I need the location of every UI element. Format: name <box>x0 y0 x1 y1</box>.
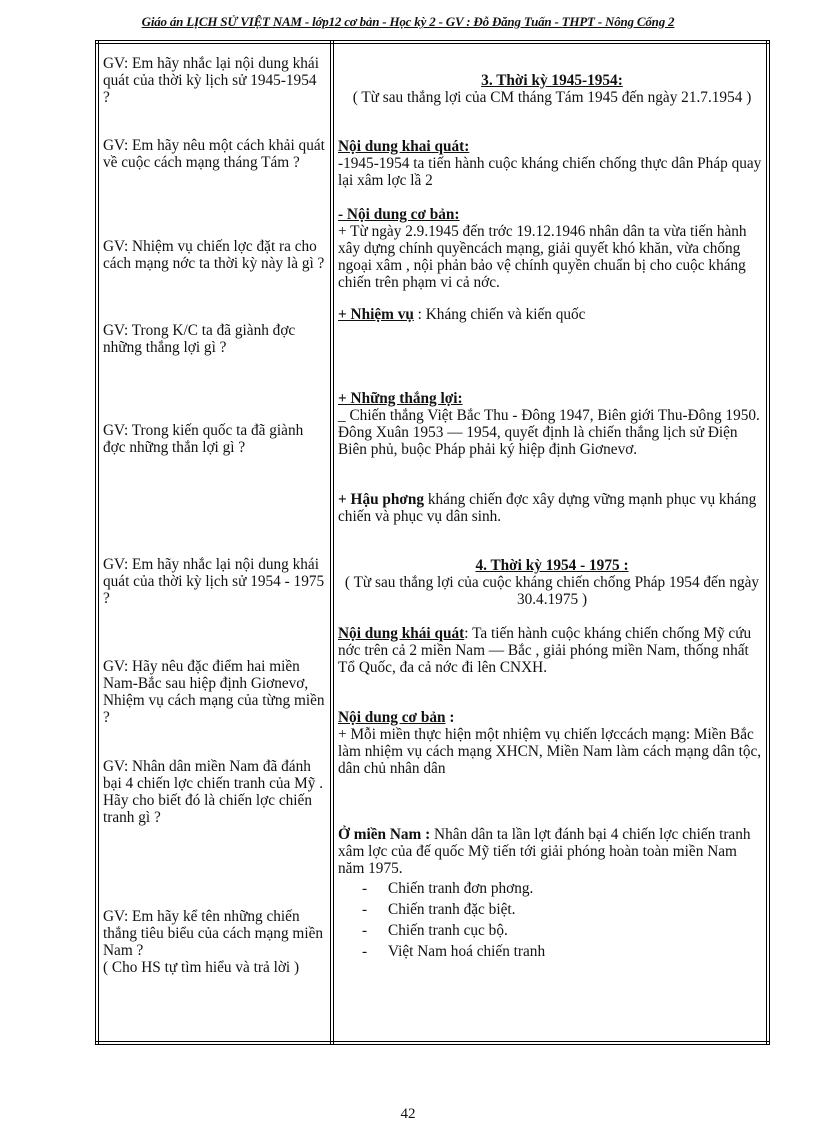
header-title: Giáo án LỊCH SỬ VIỆT NAM - lớp12 cơ bản - Học kỳ 2 - GV : Đỗ Đăng Tuấn <box>141 14 552 29</box>
section-4-south <box>338 826 766 877</box>
teacher-question-3: GV: Nhiệm vụ chiến lợc đặt ra cho cách mạng nớc ta thời kỳ này là gì ? <box>103 238 325 272</box>
war-strategies-list <box>362 878 545 962</box>
section-3-basic <box>338 206 766 291</box>
table-inner-border-right <box>766 40 767 1045</box>
column-divider-double <box>333 40 334 1045</box>
list-dash: - <box>362 922 368 939</box>
teacher-question-1: GV: Em hãy nhắc lại nội dung khái quát của thời kỳ lịch sử 1945-1954 ? <box>103 55 319 106</box>
list-item <box>362 878 545 899</box>
list-item <box>362 920 545 941</box>
section-3-title: 3. Thời kỳ 1945-1954: <box>481 72 623 89</box>
section-3-task-label: + Nhiệm vụ <box>338 306 414 323</box>
column-divider <box>330 40 331 1045</box>
teacher-question-7: GV: Hãy nêu đặc điểm hai miền Nam-Bắc sau hiệp định Giơnevơ, Nhiệm vụ cách mạng của từng miền ? <box>103 658 325 726</box>
section-3-task-text: : Kháng chiến và kiến quốc <box>413 306 586 323</box>
section-4-overview-label: Nội dung khái quát <box>338 625 465 642</box>
list-dash: - <box>362 943 368 960</box>
teacher-question-5: GV: Trong kiến quốc ta đã giành đợc những thắn lợi gì ? <box>103 422 304 456</box>
section-4-south-text: Nhân dân ta lần lợt đánh bại 4 chiến lợc chiến tranh xâm lợc của đế quốc Mỹ tiến tới giải phóng hoàn toàn miền Nam năm 1975. <box>338 826 751 877</box>
section-4-basic-text: + Mỗi miền thực hiện một nhiệm vụ chiến lợccách mạng: Miền Bắc làm nhiệm vụ cách mạng XHCN, Miền Nam làm cách mạng dân tộc, dân chủ nhân dân <box>338 726 762 777</box>
section-3-overview-text: -1945-1954 ta tiến hành cuộc kháng chiến chống thực dân Pháp quay lại xâm lợc lầ 2 <box>338 155 762 189</box>
section-4-title: 4. Thời kỳ 1954 - 1975 : <box>475 557 629 574</box>
section-3-basic-text: + Từ ngày 2.9.1945 đến trớc 19.12.1946 nhân dân ta vừa tiến hành xây dựng chính quyềncách mạng, giải quyết khó khăn, vừa chống ngoại xâm , nội phản bảo vệ chính quyền chuẩn bị cho cuộc kháng chiến trên phạm vi cả nớc. <box>338 223 747 291</box>
section-3-rear-label: + Hậu phơng <box>338 491 425 508</box>
section-4-basic <box>338 709 766 777</box>
section-3-victories-text: _ Chiến thắng Việt Bắc Thu - Đông 1947, Biên giới Thu-Đông 1950. Đông Xuân 1953 — 1954, quyết định là chiến thắng lịch sử Điện Biên phủ, buộc Pháp phải ký hiệp định Giơnevơ. <box>338 407 760 458</box>
page-header <box>0 14 816 30</box>
teacher-question-9-note: ( Cho HS tự tìm hiểu và trả lời ) <box>103 959 300 976</box>
header-school: - THPT - Nông Cống 2 <box>551 14 675 29</box>
section-3-basic-label: - Nội dung cơ bản: <box>338 206 460 223</box>
section-3-overview <box>338 138 766 189</box>
section-4-basic-label: Nội dung cơ bản <box>338 709 446 726</box>
page-number: 42 <box>400 1106 416 1122</box>
teacher-question-4: GV: Trong K/C ta đã giành đợc những thắng lợi gì ? <box>103 322 296 356</box>
section-4-basic-colon: : <box>445 709 455 726</box>
list-item-text: Chiến tranh cục bộ. <box>388 922 508 939</box>
list-item <box>362 899 545 920</box>
teacher-question-9 <box>103 908 325 976</box>
teacher-question-8: GV: Nhân dân miền Nam đã đánh bại 4 chiến lợc chiến tranh của Mỹ . Hãy cho biết đó là chiến lợc chiến tranh gì ? <box>103 758 324 826</box>
table-top-inner <box>95 43 770 44</box>
section-3-subtitle: ( Từ sau thắng lợi của CM tháng Tám 1945 đến ngày 21.7.1954 ) <box>352 89 752 106</box>
section-4-south-label: Ở miền Nam : <box>338 826 431 843</box>
section-3-victories-label: + Những thắng lợi: <box>338 390 463 407</box>
teacher-question-6: GV: Em hãy nhắc lại nội dung khái quát của thời kỳ lịch sử 1954 - 1975 ? <box>103 556 325 607</box>
teacher-question-9-text: GV: Em hãy kể tên những chiến thắng tiêu biểu của cách mạng miền Nam ? <box>103 908 324 959</box>
list-item-text: Chiến tranh đơn phơng. <box>388 880 534 897</box>
section-3-victories <box>338 390 766 458</box>
list-dash: - <box>362 880 368 897</box>
list-dash: - <box>362 901 368 918</box>
teacher-question-2: GV: Em hãy nêu một cách khải quát về cuộc cách mạng tháng Tám ? <box>103 137 325 171</box>
section-3-overview-label: Nội dung khai quát: <box>338 138 470 155</box>
section-4-overview <box>338 625 766 676</box>
section-4-subtitle: ( Từ sau thắng lợi của cuộc kháng chiến chống Pháp 1954 đến ngày 30.4.1975 ) <box>344 574 760 608</box>
section-3-rear <box>338 491 766 525</box>
table-inner-border-left <box>98 40 99 1045</box>
table-bottom-inner <box>95 1041 770 1042</box>
list-item <box>362 941 545 962</box>
list-item-text: Việt Nam hoá chiến tranh <box>388 943 546 960</box>
section-3-rear-text: kháng chiến đợc xây dựng vững mạnh phục vụ kháng chiến và phục vụ dân sinh. <box>338 491 757 525</box>
section-3-task <box>338 306 766 323</box>
list-item-text: Chiến tranh đặc biệt. <box>388 901 516 918</box>
section-4-overview-text: : Ta tiến hành cuộc kháng chiến chống Mỹ cứu nớc trên cả 2 miền Nam — Bắc , giải phóng miền Nam, thống nhất Tổ Quốc, đa cả nớc đi lên CNXH. <box>338 625 752 676</box>
